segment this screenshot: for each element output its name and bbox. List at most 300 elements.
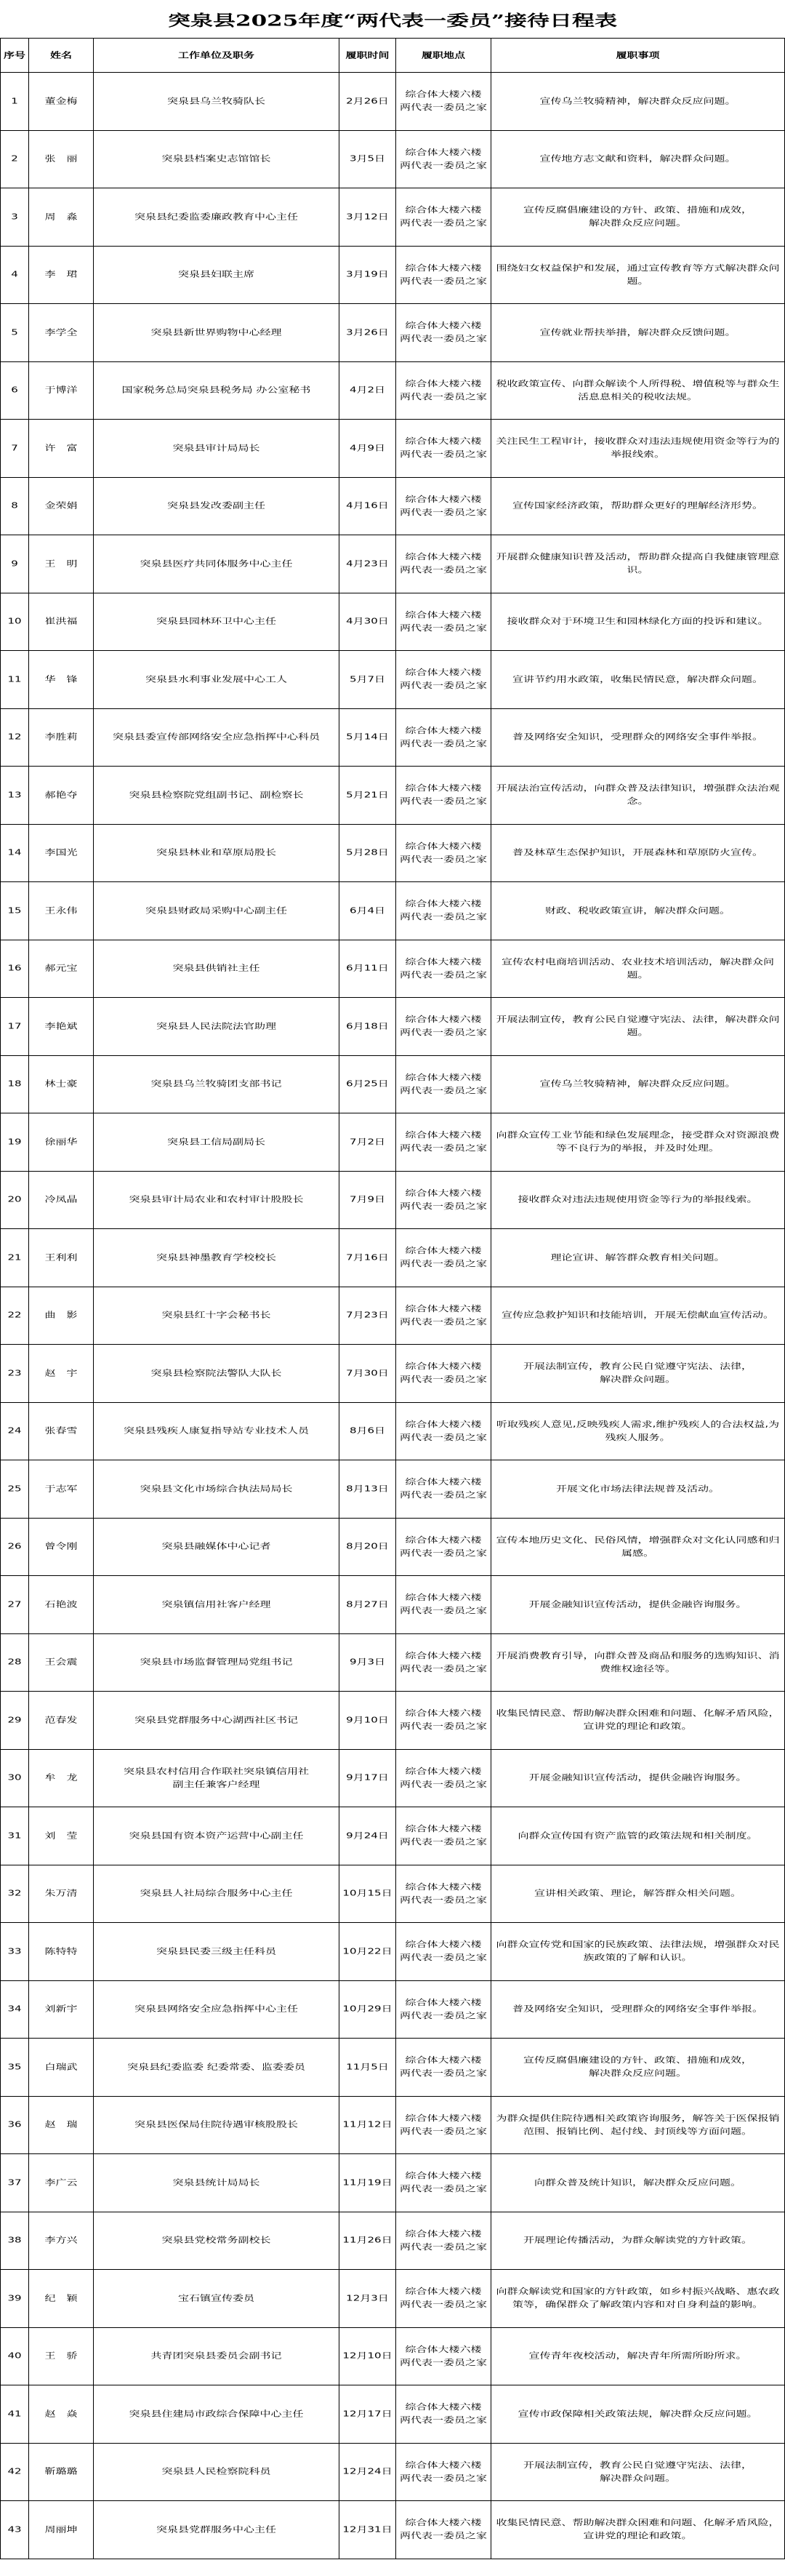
cell-matter [491,1171,785,1229]
cell-unit-text: 突泉县工信局副局长 [166,1137,265,1147]
cell-matter [491,1055,785,1113]
cell-seq-text: 8 [11,500,18,511]
cell-name [29,1229,94,1287]
place-line-1: 综合体大楼六楼 [405,1766,482,1776]
cell-seq-text: 29 [7,1715,22,1725]
place-line-1: 综合体大楼六楼 [405,668,482,678]
cell-matter [491,130,785,188]
cell-unit-text: 国家税务总局突泉县税务局 办公室秘书 [121,385,311,395]
cell-unit [94,304,339,362]
cell-seq-text: 19 [7,1137,22,1147]
table-row [1,1518,785,1576]
cell-date-text: 10月15日 [342,1888,392,1898]
cell-place-text [400,435,487,461]
cell-matter [491,1749,785,1807]
cell-place [396,767,491,825]
table-row [1,940,785,998]
cell-place-text [400,1129,487,1155]
cell-unit-text: 突泉县检察院党组副书记、副检察长 [129,790,304,800]
cell-unit-text: 共青团突泉县委员会副书记 [150,2351,282,2361]
cell-name [29,2385,94,2444]
place-line-2: 两代表一委员之家 [399,1895,487,1905]
cell-date [339,73,396,131]
cell-seq-text: 18 [7,1079,22,1089]
cell-date-text: 4月30日 [346,616,389,626]
cell-seq [1,2039,29,2097]
cell-date-text: 5月14日 [346,732,389,742]
cell-place [396,1865,491,1923]
cell-place [396,1287,491,1345]
table-row [1,2501,785,2559]
cell-date [339,1113,396,1172]
cell-place-text [400,1303,487,1329]
cell-seq [1,477,29,535]
cell-seq-text: 42 [7,2466,22,2476]
place-line-1: 综合体大楼六楼 [405,1130,482,1140]
place-line-2: 两代表一委员之家 [399,1316,487,1327]
cell-seq [1,2327,29,2385]
cell-unit [94,1518,339,1576]
cell-unit [94,420,339,478]
cell-seq-text: 24 [7,1425,22,1436]
cell-seq [1,246,29,304]
cell-unit [94,2385,339,2444]
cell-date [339,420,396,478]
table-row [1,1923,785,1981]
table-row [1,246,785,304]
cell-unit-text: 突泉县市场监督管理局党组书记 [140,1657,293,1667]
cell-matter-text: 宣传地方志文献和资料，解决群众问题。 [539,153,736,164]
cell-place-text [400,2228,487,2254]
cell-unit-text: 突泉县人民法院法官助理 [156,1021,276,1031]
cell-matter [491,2096,785,2154]
cell-matter [491,998,785,1056]
cell-place [396,304,491,362]
place-line-1: 综合体大楼六楼 [405,1881,482,1892]
cell-name [29,1749,94,1807]
table-row [1,1171,785,1229]
header-seq [1,39,29,73]
cell-place [396,1345,491,1403]
cell-seq [1,1633,29,1692]
cell-date [339,2327,396,2385]
place-line-2: 两代表一委员之家 [399,391,487,401]
cell-name [29,1171,94,1229]
cell-unit-text: 突泉县统计局局长 [172,2177,260,2188]
place-line-2: 两代表一委员之家 [399,738,487,748]
cell-date [339,477,396,535]
header-matter [491,39,785,73]
cell-name-text: 王永伟 [44,905,78,916]
cell-matter-text: 宣讲节约用水政策，收集民情民意，解决群众问题。 [512,674,763,684]
cell-date-text: 12月10日 [342,2351,392,2361]
place-line-1: 综合体大楼六楼 [405,1535,482,1545]
table-row [1,73,785,131]
cell-matter [491,73,785,131]
cell-place-text [400,88,487,114]
cell-name-text: 白瑞武 [44,2062,78,2072]
cell-matter-text: 开展理论传播活动，为群众解读党的方针政策。 [523,2235,752,2245]
cell-matter [491,535,785,593]
cell-name-text: 李学全 [44,327,78,337]
cell-place-text [400,2459,487,2485]
cell-matter-text: 收集民情民意、帮助解决群众困难和问题、化解矛盾风险，宣讲党的理论和政策。 [496,1708,780,1732]
cell-unit [94,2327,339,2385]
cell-date-text: 12月17日 [342,2409,392,2419]
cell-matter-text: 普及网络安全知识，受理群众的网络安全事件举报。 [512,732,763,742]
cell-seq-text: 16 [7,963,22,973]
cell-date [339,1749,396,1807]
cell-unit-text: 突泉县党群服务中心湖西社区书记 [134,1715,298,1725]
cell-name-text: 林士豪 [44,1079,78,1089]
cell-name [29,1692,94,1750]
cell-unit [94,2212,339,2270]
cell-name-text: 李广云 [44,2177,78,2188]
cell-place [396,1633,491,1692]
cell-matter [491,708,785,767]
header-name [29,39,94,73]
cell-place [396,2212,491,2270]
cell-seq-text: 27 [7,1599,22,1609]
header-date-label: 履职时间 [345,50,390,60]
cell-unit-text: 突泉县文化市场综合执法局局长 [140,1484,293,1494]
place-line-2: 两代表一委员之家 [399,969,487,980]
cell-date-text: 3月5日 [349,153,386,164]
cell-place-text [400,146,487,172]
cell-place-text [400,1938,487,1964]
cell-date [339,2385,396,2444]
place-line-1: 综合体大楼六楼 [405,725,482,735]
place-line-2: 两代表一委员之家 [399,2241,487,2252]
cell-seq-text: 28 [7,1657,22,1667]
cell-date-text: 12月3日 [346,2293,389,2303]
cell-matter [491,1692,785,1750]
place-line-1: 综合体大楼六楼 [405,1650,482,1660]
cell-place-text [400,1476,487,1502]
cell-seq-text: 10 [7,616,22,626]
cell-date-text: 5月7日 [349,674,386,684]
cell-unit-text: 突泉县审计局农业和农村审计股股长 [129,1194,304,1204]
place-line-2: 两代表一委员之家 [399,796,487,807]
cell-name-text: 张春雪 [44,1425,78,1436]
cell-date-text: 12月24日 [342,2466,392,2476]
cell-seq [1,593,29,651]
cell-place-text [400,204,487,230]
cell-unit [94,1113,339,1172]
cell-matter-text: 理论宣讲、解答群众教育相关问题。 [550,1252,725,1263]
cell-place-text [400,1881,487,1907]
cell-seq [1,2501,29,2559]
cell-date [339,1633,396,1692]
cell-date-text: 6月25日 [346,1079,389,1089]
cell-place [396,1113,491,1172]
cell-date [339,1807,396,1865]
cell-seq [1,767,29,825]
cell-date [339,2212,396,2270]
cell-unit [94,1692,339,1750]
place-line-1: 综合体大楼六楼 [405,2228,482,2239]
table-row [1,882,785,940]
cell-name-text: 赵 瑞 [44,2119,78,2129]
table-row [1,824,785,882]
table-row [1,1865,785,1923]
cell-name [29,651,94,709]
cell-name [29,1287,94,1345]
cell-place [396,1980,491,2039]
cell-name-text: 崔洪福 [44,616,78,626]
cell-place [396,420,491,478]
cell-place-text [400,1244,487,1271]
cell-name [29,361,94,420]
cell-matter-text: 开展消费教育引导，向群众普及商品和服务的选购知识、消费维权途径等。 [496,1650,780,1673]
cell-date [339,1576,396,1634]
cell-seq [1,2270,29,2328]
place-line-1: 综合体大楼六楼 [405,1072,482,1082]
cell-matter-text: 宣传乌兰牧骑精神，解决群众反应问题。 [539,1079,736,1089]
cell-place [396,593,491,651]
cell-unit-text: 突泉县住建局市政综合保障中心主任 [129,2409,304,2419]
place-line-2: 两代表一委员之家 [399,2357,487,2367]
cell-place-text [400,377,487,404]
cell-date-text: 8月13日 [346,1484,389,1494]
cell-date-text: 9月17日 [346,1772,389,1783]
cell-place [396,708,491,767]
cell-place-text [400,493,487,519]
schedule-table [0,38,785,2559]
cell-date [339,2154,396,2212]
cell-unit [94,1749,339,1807]
cell-unit [94,651,339,709]
cell-name-text: 石艳波 [44,1599,78,1609]
cell-place [396,1402,491,1460]
place-line-1: 综合体大楼六楼 [405,1303,482,1313]
place-line-1: 综合体大楼六楼 [405,1824,482,1834]
cell-name-text: 纪 颖 [44,2293,78,2303]
cell-place [396,882,491,940]
cell-seq [1,1171,29,1229]
cell-place [396,1171,491,1229]
place-line-2: 两代表一委员之家 [399,1259,487,1269]
cell-date-text: 7月9日 [349,1194,386,1204]
cell-place-text [400,1996,487,2023]
cell-matter [491,1402,785,1460]
cell-seq [1,2212,29,2270]
cell-date-text: 8月6日 [349,1425,386,1436]
cell-date-text: 11月12日 [342,2119,392,2129]
cell-seq-text: 31 [7,1831,22,1841]
cell-unit [94,1287,339,1345]
table-row [1,1229,785,1287]
cell-place-text [400,840,487,866]
cell-date-text: 7月16日 [346,1252,389,1263]
cell-seq-text: 26 [7,1541,22,1551]
place-line-2: 两代表一委员之家 [399,276,487,286]
cell-place [396,2270,491,2328]
cell-name-text: 赵 宇 [44,1368,78,1378]
place-line-2: 两代表一委员之家 [399,334,487,344]
cell-matter-text: 开展金融知识宣传活动，提供金融咨询服务。 [528,1772,747,1783]
cell-matter-text: 向群众宣传党和国家的民族政策、法律法规，增强群众对民族政策的了解和认识。 [496,1940,780,1963]
cell-seq-text: 21 [7,1252,22,1263]
cell-place-text [400,2516,487,2543]
cell-matter [491,1460,785,1519]
cell-place-text [400,724,487,751]
cell-place-text [400,262,487,288]
cell-matter [491,1807,785,1865]
table-header-row [1,39,785,73]
cell-name [29,2039,94,2097]
cell-place-text [400,609,487,635]
place-line-1: 综合体大楼六楼 [405,1940,482,1950]
place-line-1: 综合体大楼六楼 [405,2287,482,2297]
cell-seq [1,361,29,420]
cell-date [339,1980,396,2039]
cell-unit [94,1980,339,2039]
header-seq-label: 序号 [3,50,25,60]
cell-unit-text: 突泉县审计局局长 [172,443,260,453]
cell-unit [94,188,339,247]
cell-name-text: 李胜莉 [44,732,78,742]
header-place [396,39,491,73]
cell-seq-text: 14 [7,847,22,857]
cell-name-text: 李 珺 [44,269,78,279]
cell-name [29,2154,94,2212]
cell-unit [94,2039,339,2097]
place-line-1: 综合体大楼六楼 [405,378,482,388]
table-row [1,998,785,1056]
cell-seq-text: 41 [7,2409,22,2419]
cell-name [29,1865,94,1923]
cell-place-text [400,1071,487,1097]
cell-date-text: 12月31日 [342,2524,392,2535]
cell-name [29,2501,94,2559]
cell-unit [94,1576,339,1634]
cell-name-text: 王利利 [44,1252,78,1263]
cell-name [29,130,94,188]
table-row [1,767,785,825]
cell-matter-text: 接收群众对违法违规使用资金等行为的举报线索。 [518,1194,758,1204]
table-row [1,188,785,247]
cell-seq-text: 15 [7,905,22,916]
cell-name-text: 朱万清 [44,1888,78,1898]
cell-matter-text: 围绕妇女权益保护和发展，通过宣传教育等方式解决群众问题。 [496,263,780,286]
cell-date-text: 6月4日 [349,905,386,916]
cell-seq-text: 36 [7,2119,22,2129]
cell-name [29,2270,94,2328]
cell-date-text: 11月26日 [342,2235,392,2245]
cell-matter [491,420,785,478]
cell-unit-text: 突泉县检察院法警队大队长 [150,1368,282,1378]
cell-date [339,1865,396,1923]
cell-place-text [400,897,487,924]
place-line-1: 综合体大楼六楼 [405,147,482,157]
cell-unit [94,1633,339,1692]
cell-unit-text: 突泉县水利事业发展中心工人 [145,674,287,684]
place-line-1: 综合体大楼六楼 [405,609,482,620]
cell-name [29,1923,94,1981]
cell-matter [491,304,785,362]
cell-unit [94,2154,339,2212]
cell-name [29,2096,94,2154]
cell-name [29,1633,94,1692]
place-line-1: 综合体大楼六楼 [405,1361,482,1372]
cell-name [29,477,94,535]
cell-matter-text: 宣传就业帮扶举措，解决群众反馈问题。 [539,327,736,337]
place-line-2: 两代表一委员之家 [399,1490,487,1500]
cell-seq [1,1576,29,1634]
cell-seq-text: 22 [7,1310,22,1320]
cell-name [29,535,94,593]
place-line-1: 综合体大楼六楼 [405,841,482,851]
cell-matter-text: 宣传反腐倡廉建设的方针、政策、措施和成效， 解决群众反应问题。 [523,2055,752,2079]
cell-matter [491,2039,785,2097]
cell-date [339,1229,396,1287]
cell-place-text [400,956,487,982]
place-line-1: 综合体大楼六楼 [405,956,482,967]
cell-date [339,2443,396,2501]
cell-seq [1,998,29,1056]
cell-name [29,188,94,247]
cell-matter-text: 关注民生工程审计，接收群众对违法违规使用资金等行为的举报线索。 [496,436,780,460]
cell-seq [1,188,29,247]
cell-seq [1,2154,29,2212]
cell-unit-text: 突泉县医疗共同体服务中心主任 [140,559,293,569]
cell-unit [94,2096,339,2154]
cell-matter-text: 宣传国家经济政策，帮助群众更好的理解经济形势。 [512,500,763,511]
cell-unit [94,2443,339,2501]
cell-date [339,2096,396,2154]
cell-seq-text: 32 [7,1888,22,1898]
cell-place [396,1576,491,1634]
cell-date [339,998,396,1056]
cell-place-text [400,1649,487,1676]
cell-unit-text: 突泉县残疾人康复指导站专业技术人员 [123,1425,309,1436]
cell-name [29,593,94,651]
cell-date-text: 3月19日 [346,269,389,279]
cell-unit-text: 突泉县民委三级主任科员 [156,1946,276,1956]
cell-unit-text: 突泉县神墨教育学校校长 [156,1252,276,1263]
place-line-1: 综合体大楼六楼 [405,1593,482,1603]
cell-seq-text: 3 [11,212,18,222]
cell-date [339,1287,396,1345]
cell-matter [491,940,785,998]
cell-date-text: 11月5日 [346,2062,389,2072]
table-row [1,1576,785,1634]
cell-unit-text: 突泉县发改委副主任 [166,500,265,511]
cell-date [339,1055,396,1113]
cell-place-text [400,1418,487,1444]
cell-matter [491,593,785,651]
cell-name-text: 于博洋 [44,385,78,395]
table-row [1,2327,785,2385]
cell-date [339,188,396,247]
place-line-2: 两代表一委员之家 [399,2184,487,2194]
cell-name [29,246,94,304]
cell-seq-text: 35 [7,2062,22,2072]
place-line-2: 两代表一委员之家 [399,681,487,691]
cell-seq-text: 20 [7,1194,22,1204]
cell-place [396,1807,491,1865]
cell-name [29,1518,94,1576]
cell-date [339,1518,396,1576]
cell-seq [1,1229,29,1287]
cell-seq-text: 6 [11,385,18,395]
table-row [1,2039,785,2097]
cell-name [29,420,94,478]
cell-name [29,1113,94,1172]
header-unit [94,39,339,73]
cell-unit [94,535,339,593]
